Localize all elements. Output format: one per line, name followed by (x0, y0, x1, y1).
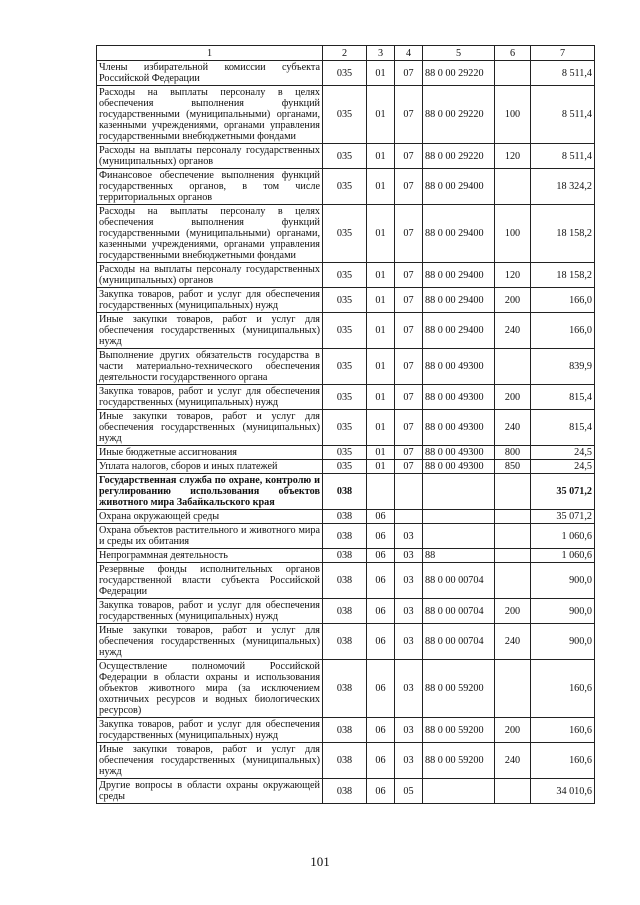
cell-amount: 166,0 (531, 313, 595, 349)
cell-target-article: 88 0 00 29400 (423, 169, 495, 205)
row-description: Охрана окружающей среды (97, 510, 323, 524)
row-description: Уплата налогов, сборов и иных платежей (97, 460, 323, 474)
cell-section-code: 01 (367, 385, 395, 410)
cell-section-code: 01 (367, 460, 395, 474)
cell-target-article: 88 0 00 29400 (423, 313, 495, 349)
table-row (97, 510, 595, 524)
cell-ministry-code: 035 (323, 313, 367, 349)
cell-ministry-code: 038 (323, 524, 367, 549)
row-description: Закупка товаров, работ и услуг для обеспечения государственных (муниципальных) нужд (97, 599, 323, 624)
cell-subsection-code: 03 (395, 599, 423, 624)
cell-ministry-code: 035 (323, 349, 367, 385)
cell-expense-type (495, 510, 531, 524)
cell-ministry-code: 035 (323, 385, 367, 410)
table-row (97, 205, 595, 263)
cell-amount: 35 071,2 (531, 474, 595, 510)
cell-subsection-code: 07 (395, 410, 423, 446)
cell-amount: 24,5 (531, 446, 595, 460)
cell-section-code: 06 (367, 779, 395, 804)
cell-ministry-code: 035 (323, 410, 367, 446)
cell-subsection-code: 03 (395, 718, 423, 743)
cell-amount: 160,6 (531, 660, 595, 718)
cell-target-article (423, 524, 495, 549)
cell-target-article: 88 0 00 49300 (423, 410, 495, 446)
cell-target-article: 88 0 00 49300 (423, 349, 495, 385)
cell-amount: 34 010,6 (531, 779, 595, 804)
cell-amount: 1 060,6 (531, 524, 595, 549)
cell-target-article: 88 0 00 29400 (423, 288, 495, 313)
cell-amount: 8 511,4 (531, 61, 595, 86)
table-row (97, 563, 595, 599)
cell-amount: 815,4 (531, 385, 595, 410)
cell-amount: 8 511,4 (531, 144, 595, 169)
cell-subsection-code: 07 (395, 385, 423, 410)
cell-subsection-code: 07 (395, 349, 423, 385)
cell-subsection-code: 07 (395, 263, 423, 288)
cell-amount: 839,9 (531, 349, 595, 385)
cell-section-code: 06 (367, 624, 395, 660)
cell-target-article: 88 0 00 29220 (423, 86, 495, 144)
table-row (97, 446, 595, 460)
cell-subsection-code: 05 (395, 779, 423, 804)
cell-expense-type: 200 (495, 599, 531, 624)
cell-section-code: 06 (367, 718, 395, 743)
cell-section-code: 01 (367, 144, 395, 169)
table-row (97, 313, 595, 349)
cell-section-code: 01 (367, 349, 395, 385)
cell-section-code: 01 (367, 313, 395, 349)
cell-subsection-code: 03 (395, 624, 423, 660)
cell-amount: 815,4 (531, 410, 595, 446)
table-row (97, 624, 595, 660)
table-row (97, 144, 595, 169)
cell-expense-type (495, 474, 531, 510)
cell-expense-type (495, 524, 531, 549)
cell-section-code: 01 (367, 61, 395, 86)
cell-amount: 166,0 (531, 288, 595, 313)
column-header-5: 5 (423, 46, 495, 61)
cell-subsection-code: 07 (395, 169, 423, 205)
cell-expense-type: 800 (495, 446, 531, 460)
column-header-3: 3 (367, 46, 395, 61)
cell-ministry-code: 038 (323, 660, 367, 718)
cell-section-code: 06 (367, 599, 395, 624)
cell-ministry-code: 035 (323, 144, 367, 169)
cell-section-code: 06 (367, 524, 395, 549)
column-header-6: 6 (495, 46, 531, 61)
cell-ministry-code: 035 (323, 205, 367, 263)
cell-expense-type (495, 779, 531, 804)
cell-subsection-code: 03 (395, 524, 423, 549)
cell-ministry-code: 038 (323, 624, 367, 660)
cell-expense-type (495, 660, 531, 718)
cell-ministry-code: 038 (323, 549, 367, 563)
cell-ministry-code: 038 (323, 563, 367, 599)
cell-ministry-code: 035 (323, 263, 367, 288)
row-description: Расходы на выплаты персоналу в целях обеспечения выполнения функций государственными (муниципальными) органами, казенными учреждениями, органами управления государственными внебюджетными фондами (97, 86, 323, 144)
row-description: Выполнение других обязательств государства в части материально-технического обеспечения деятельности государственного органа (97, 349, 323, 385)
row-description: Расходы на выплаты персоналу государственных (муниципальных) органов (97, 144, 323, 169)
cell-subsection-code: 07 (395, 86, 423, 144)
cell-target-article: 88 0 00 59200 (423, 743, 495, 779)
cell-target-article: 88 0 00 49300 (423, 446, 495, 460)
table-row (97, 288, 595, 313)
cell-ministry-code: 035 (323, 288, 367, 313)
cell-amount: 35 071,2 (531, 510, 595, 524)
cell-section-code: 06 (367, 743, 395, 779)
cell-target-article: 88 0 00 49300 (423, 385, 495, 410)
row-description: Иные закупки товаров, работ и услуг для обеспечения государственных (муниципальных) нужд (97, 743, 323, 779)
cell-subsection-code (395, 474, 423, 510)
cell-section-code: 01 (367, 263, 395, 288)
table-row (97, 474, 595, 510)
cell-section-code: 06 (367, 549, 395, 563)
table-row (97, 549, 595, 563)
column-header-1: 1 (97, 46, 323, 61)
cell-expense-type: 100 (495, 205, 531, 263)
cell-amount: 1 060,6 (531, 549, 595, 563)
cell-section-code (367, 474, 395, 510)
cell-target-article: 88 0 00 00704 (423, 599, 495, 624)
row-description: Финансовое обеспечение выполнения функций государственных органов, в том числе территориальных органов (97, 169, 323, 205)
cell-section-code: 01 (367, 169, 395, 205)
row-description: Охрана объектов растительного и животного мира и среды их обитания (97, 524, 323, 549)
cell-target-article: 88 (423, 549, 495, 563)
cell-amount: 18 324,2 (531, 169, 595, 205)
cell-subsection-code: 07 (395, 313, 423, 349)
table-row (97, 61, 595, 86)
table-row (97, 86, 595, 144)
cell-subsection-code: 07 (395, 446, 423, 460)
cell-subsection-code: 03 (395, 549, 423, 563)
table-row (97, 718, 595, 743)
cell-amount: 24,5 (531, 460, 595, 474)
cell-amount: 8 511,4 (531, 86, 595, 144)
cell-subsection-code: 07 (395, 61, 423, 86)
cell-target-article: 88 0 00 49300 (423, 460, 495, 474)
row-description: Иные закупки товаров, работ и услуг для обеспечения государственных (муниципальных) нужд (97, 624, 323, 660)
row-description: Члены избирательной комиссии субъекта Российской Федерации (97, 61, 323, 86)
table-row (97, 349, 595, 385)
cell-target-article: 88 0 00 29400 (423, 205, 495, 263)
cell-subsection-code: 03 (395, 563, 423, 599)
cell-amount: 900,0 (531, 599, 595, 624)
cell-section-code: 01 (367, 86, 395, 144)
cell-section-code: 01 (367, 205, 395, 263)
cell-expense-type: 240 (495, 624, 531, 660)
cell-expense-type: 200 (495, 288, 531, 313)
cell-amount: 900,0 (531, 563, 595, 599)
row-description: Расходы на выплаты персоналу государственных (муниципальных) органов (97, 263, 323, 288)
cell-subsection-code: 03 (395, 660, 423, 718)
cell-expense-type: 850 (495, 460, 531, 474)
table-row (97, 524, 595, 549)
row-description: Непрограммная деятельность (97, 549, 323, 563)
cell-amount: 160,6 (531, 743, 595, 779)
table-row (97, 743, 595, 779)
cell-ministry-code: 038 (323, 779, 367, 804)
row-description: Осуществление полномочий Российской Федерации в области охраны и использования объектов животного мира (за исключением охотничьих ресурсов и водных биологических ресурсов) (97, 660, 323, 718)
cell-amount: 18 158,2 (531, 263, 595, 288)
table-row (97, 410, 595, 446)
row-description: Закупка товаров, работ и услуг для обеспечения государственных (муниципальных) нужд (97, 385, 323, 410)
table-header-row (97, 46, 595, 61)
row-description: Иные бюджетные ассигнования (97, 446, 323, 460)
cell-subsection-code: 07 (395, 460, 423, 474)
budget-table (96, 45, 595, 804)
cell-section-code: 01 (367, 288, 395, 313)
cell-target-article: 88 0 00 59200 (423, 660, 495, 718)
cell-expense-type: 120 (495, 144, 531, 169)
cell-expense-type (495, 349, 531, 385)
row-description: Закупка товаров, работ и услуг для обеспечения государственных (муниципальных) нужд (97, 718, 323, 743)
cell-target-article (423, 510, 495, 524)
row-description: Иные закупки товаров, работ и услуг для обеспечения государственных (муниципальных) нужд (97, 313, 323, 349)
row-description: Государственная служба по охране, контролю и регулированию использования объектов животного мира Забайкальского края (97, 474, 323, 510)
cell-expense-type (495, 169, 531, 205)
cell-section-code: 06 (367, 510, 395, 524)
cell-expense-type: 120 (495, 263, 531, 288)
cell-section-code: 01 (367, 446, 395, 460)
column-header-2: 2 (323, 46, 367, 61)
cell-target-article (423, 474, 495, 510)
table-row (97, 385, 595, 410)
cell-expense-type (495, 563, 531, 599)
cell-ministry-code: 035 (323, 460, 367, 474)
cell-target-article (423, 779, 495, 804)
row-description: Расходы на выплаты персоналу в целях обеспечения выполнения функций государственными (муниципальными) органами, казенными учреждениями, органами управления государственными внебюджетными фондами (97, 205, 323, 263)
cell-section-code: 01 (367, 410, 395, 446)
cell-ministry-code: 038 (323, 743, 367, 779)
cell-target-article: 88 0 00 29220 (423, 144, 495, 169)
page-number: 101 (310, 854, 330, 869)
cell-ministry-code: 038 (323, 474, 367, 510)
cell-target-article: 88 0 00 00704 (423, 624, 495, 660)
row-description: Другие вопросы в области охраны окружающей среды (97, 779, 323, 804)
cell-ministry-code: 038 (323, 718, 367, 743)
cell-target-article: 88 0 00 59200 (423, 718, 495, 743)
row-description: Иные закупки товаров, работ и услуг для обеспечения государственных (муниципальных) нужд (97, 410, 323, 446)
cell-expense-type: 200 (495, 718, 531, 743)
column-header-4: 4 (395, 46, 423, 61)
cell-expense-type: 240 (495, 743, 531, 779)
cell-ministry-code: 035 (323, 61, 367, 86)
cell-subsection-code: 07 (395, 144, 423, 169)
cell-target-article: 88 0 00 29220 (423, 61, 495, 86)
cell-subsection-code: 07 (395, 288, 423, 313)
cell-section-code: 06 (367, 563, 395, 599)
table-row (97, 169, 595, 205)
table-row (97, 599, 595, 624)
cell-expense-type (495, 549, 531, 563)
cell-subsection-code (395, 510, 423, 524)
cell-target-article: 88 0 00 00704 (423, 563, 495, 599)
cell-amount: 18 158,2 (531, 205, 595, 263)
cell-subsection-code: 03 (395, 743, 423, 779)
cell-expense-type: 240 (495, 410, 531, 446)
cell-ministry-code: 035 (323, 169, 367, 205)
table-row (97, 660, 595, 718)
cell-expense-type: 200 (495, 385, 531, 410)
cell-subsection-code: 07 (395, 205, 423, 263)
row-description: Закупка товаров, работ и услуг для обеспечения государственных (муниципальных) нужд (97, 288, 323, 313)
cell-target-article: 88 0 00 29400 (423, 263, 495, 288)
cell-ministry-code: 035 (323, 86, 367, 144)
table-row (97, 460, 595, 474)
table-row (97, 779, 595, 804)
cell-ministry-code: 038 (323, 599, 367, 624)
column-header-7: 7 (531, 46, 595, 61)
cell-section-code: 06 (367, 660, 395, 718)
table-row (97, 263, 595, 288)
cell-amount: 900,0 (531, 624, 595, 660)
cell-amount: 160,6 (531, 718, 595, 743)
cell-ministry-code: 035 (323, 446, 367, 460)
cell-expense-type (495, 61, 531, 86)
row-description: Резервные фонды исполнительных органов государственной власти субъекта Российской Федерации (97, 563, 323, 599)
cell-expense-type: 100 (495, 86, 531, 144)
cell-ministry-code: 038 (323, 510, 367, 524)
cell-expense-type: 240 (495, 313, 531, 349)
